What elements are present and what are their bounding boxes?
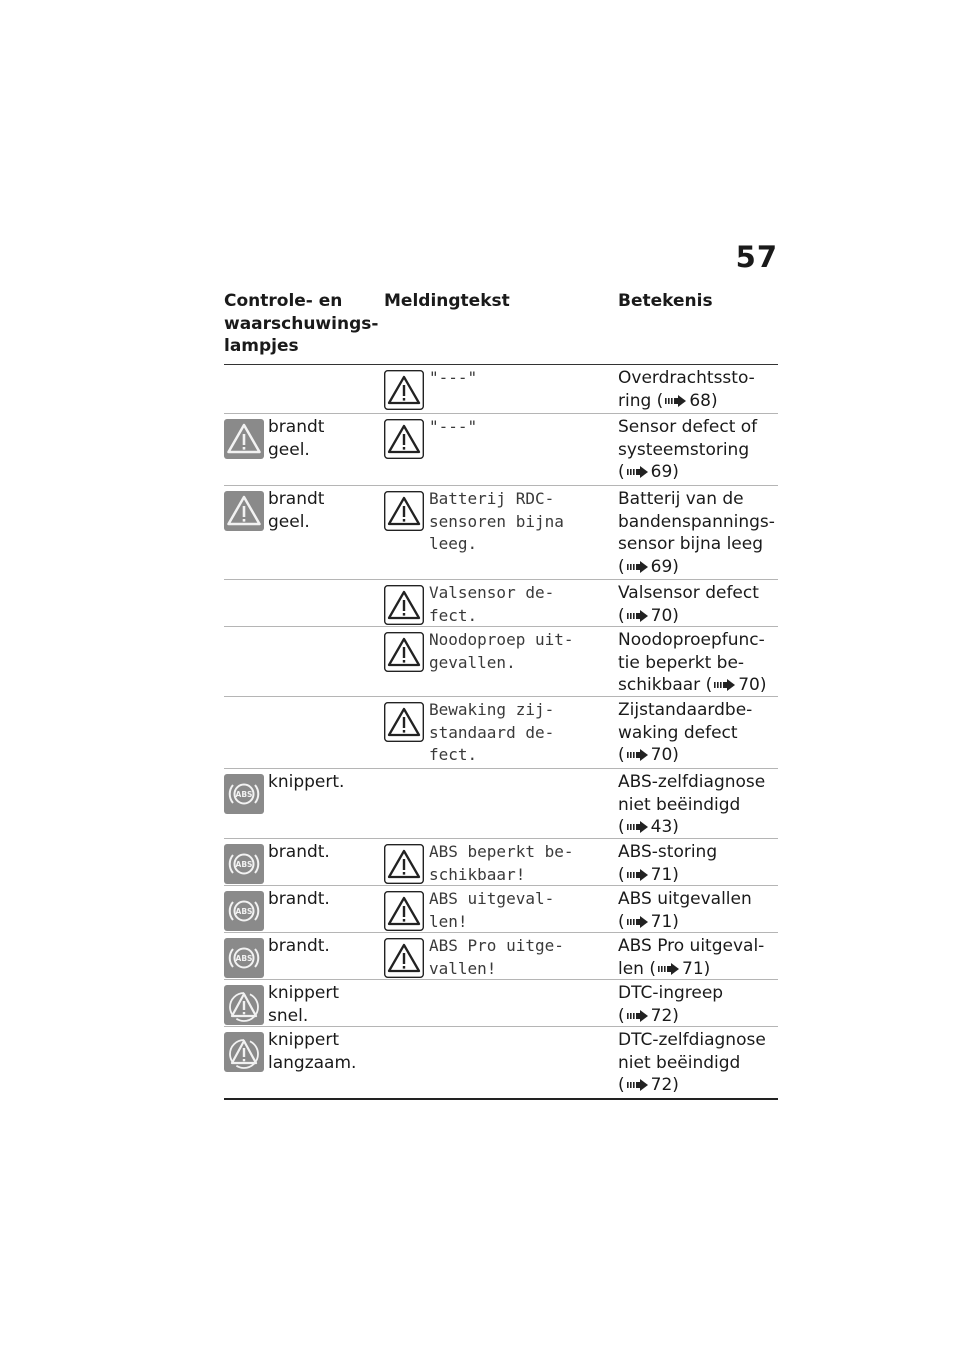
warning-triangle-icon [224,491,264,531]
message-cell [384,886,618,932]
lamp-status: brandt. [268,936,330,956]
lamp-status: knippert langzaam. [268,1030,357,1073]
table-row [224,979,778,1026]
warning-triangle-icon [384,891,424,931]
table-row [224,696,778,768]
warning-lights-table [224,290,778,1100]
table-row [224,768,778,838]
warning-triangle-icon [384,585,424,625]
svg-text:ABS: ABS [235,860,253,869]
lamp-status: brandt. [268,889,330,909]
page-reference-arrow-icon [625,557,651,577]
header-lamps [224,290,384,364]
message-cell [384,580,618,626]
page-reference[interactable]: 68) [689,390,718,411]
meaning-cell: Zijstandaardbe- waking defect ( 70) [618,700,753,765]
meaning-cell: Batterij van de bandenspannings- sensor bijna leeg ( 69) [618,489,775,577]
message-text: Bewaking zij- standaard de- fect. [429,700,555,764]
message-cell [384,697,618,768]
warning-triangle-icon [384,370,424,410]
lamp-cell [224,697,384,768]
page-reference-arrow-icon [656,959,682,979]
header-lamps-line: lampjes [224,336,299,356]
meaning-cell: ABS-storing ( 71) [618,842,718,885]
table-header [224,290,778,364]
message-text: ABS uitgeval- len! [429,889,555,931]
message-cell [384,414,618,485]
lamp-status: brandt geel. [268,417,325,460]
lamp-cell [224,933,384,979]
meaning-cell: ABS Pro uitgeval- len ( 71) [618,936,765,979]
page-reference-arrow-icon [625,1075,651,1095]
meaning-cell: DTC-ingreep ( 72) [618,983,724,1026]
page-reference[interactable]: 69) [650,462,679,482]
page-reference-arrow-icon [625,606,651,626]
page-reference[interactable]: 72) [650,1005,679,1026]
table-body [224,364,778,1100]
page-reference-arrow-icon [625,817,651,837]
page-reference[interactable]: 71) [682,958,711,979]
message-cell [384,839,618,885]
dtc-icon [224,1032,264,1072]
lamp-cell [224,580,384,626]
message-cell [384,486,618,579]
warning-triangle-icon [384,419,424,459]
lamp-cell [224,486,384,579]
meaning-cell: ABS-zelfdiagnose niet beëindigd ( 43) [618,772,766,837]
meaning-cell: Noodoproepfunc- tie beperkt be- schikbaar ( 70) [618,630,767,695]
table-row [224,413,778,485]
message-text: Noodoproep uit- gevallen. [429,630,574,672]
page-reference-arrow-icon [625,745,651,765]
table-row [224,579,778,626]
page-reference[interactable]: 72) [650,1075,679,1095]
header-lamps-line: Controle- en [224,291,343,311]
warning-triangle-icon [224,419,264,459]
table-row [224,485,778,579]
message-text: "---" [429,368,478,387]
message-cell [384,933,618,979]
lamp-cell [224,886,384,932]
page-reference[interactable]: 71) [650,911,679,932]
table-row [224,885,778,932]
lamp-cell [224,769,384,838]
table-row [224,626,778,696]
message-cell [384,1027,618,1098]
page-reference-arrow-icon [663,391,689,411]
header-meaning: Betekenis [618,291,713,311]
svg-text:ABS: ABS [235,790,253,799]
lamp-cell [224,1027,384,1098]
page-number: 57 [735,240,778,274]
abs-icon [224,774,264,814]
header-message: Meldingtekst [384,291,510,311]
meaning-cell: Valsensor defect ( 70) [618,583,759,626]
table-row [224,1026,778,1098]
page-reference[interactable]: 71) [650,864,679,885]
abs-icon [224,891,264,931]
table-row [224,365,778,413]
svg-text:ABS: ABS [235,954,253,963]
page-reference[interactable]: 70) [650,745,679,765]
warning-triangle-icon [384,632,424,672]
message-cell [384,769,618,838]
page-reference[interactable]: 69) [650,556,679,577]
message-text: ABS beperkt be- schikbaar! [429,842,574,884]
lamp-cell [224,839,384,885]
page-reference-arrow-icon [625,1006,651,1026]
lamp-cell [224,414,384,485]
message-cell [384,627,618,696]
abs-icon [224,844,264,884]
page-reference-arrow-icon [625,865,651,885]
meaning-cell: DTC-zelfdiagnose niet beëindigd ( 72) [618,1030,766,1095]
lamp-status: brandt geel. [268,489,325,532]
lamp-status: knippert snel. [268,983,340,1026]
message-text: "---" [429,417,478,436]
meaning-cell: Overdrachtssto- ring ( 68) [618,368,755,411]
dtc-icon [224,985,264,1025]
message-text: Valsensor de- fect. [429,583,555,625]
abs-icon [224,938,264,978]
warning-triangle-icon [384,938,424,978]
lamp-status: knippert. [268,772,345,792]
message-text: Batterij RDC- sensoren bijna leeg. [429,489,564,553]
page-reference-arrow-icon [625,912,651,932]
message-cell [384,980,618,1026]
table-row [224,932,778,979]
table-row [224,838,778,885]
warning-triangle-icon [384,702,424,742]
page-reference[interactable]: 70) [738,675,767,695]
header-lamps-line: waarschuwings- [224,313,379,334]
page-reference-arrow-icon [712,675,738,695]
warning-triangle-icon [384,491,424,531]
page-reference-arrow-icon [625,462,651,482]
lamp-cell [224,980,384,1026]
lamp-cell [224,627,384,696]
lamp-status: brandt. [268,842,330,862]
message-text: ABS Pro uitge- vallen! [429,936,564,978]
svg-text:ABS: ABS [235,907,253,916]
page-reference[interactable]: 70) [650,605,679,626]
page-reference[interactable]: 43) [650,817,679,837]
message-cell [384,365,618,413]
meaning-cell: Sensor defect of systeemstoring ( 69) [618,417,758,482]
meaning-cell: ABS uitgevallen ( 71) [618,889,752,932]
warning-triangle-icon [384,844,424,884]
lamp-cell [224,365,384,413]
